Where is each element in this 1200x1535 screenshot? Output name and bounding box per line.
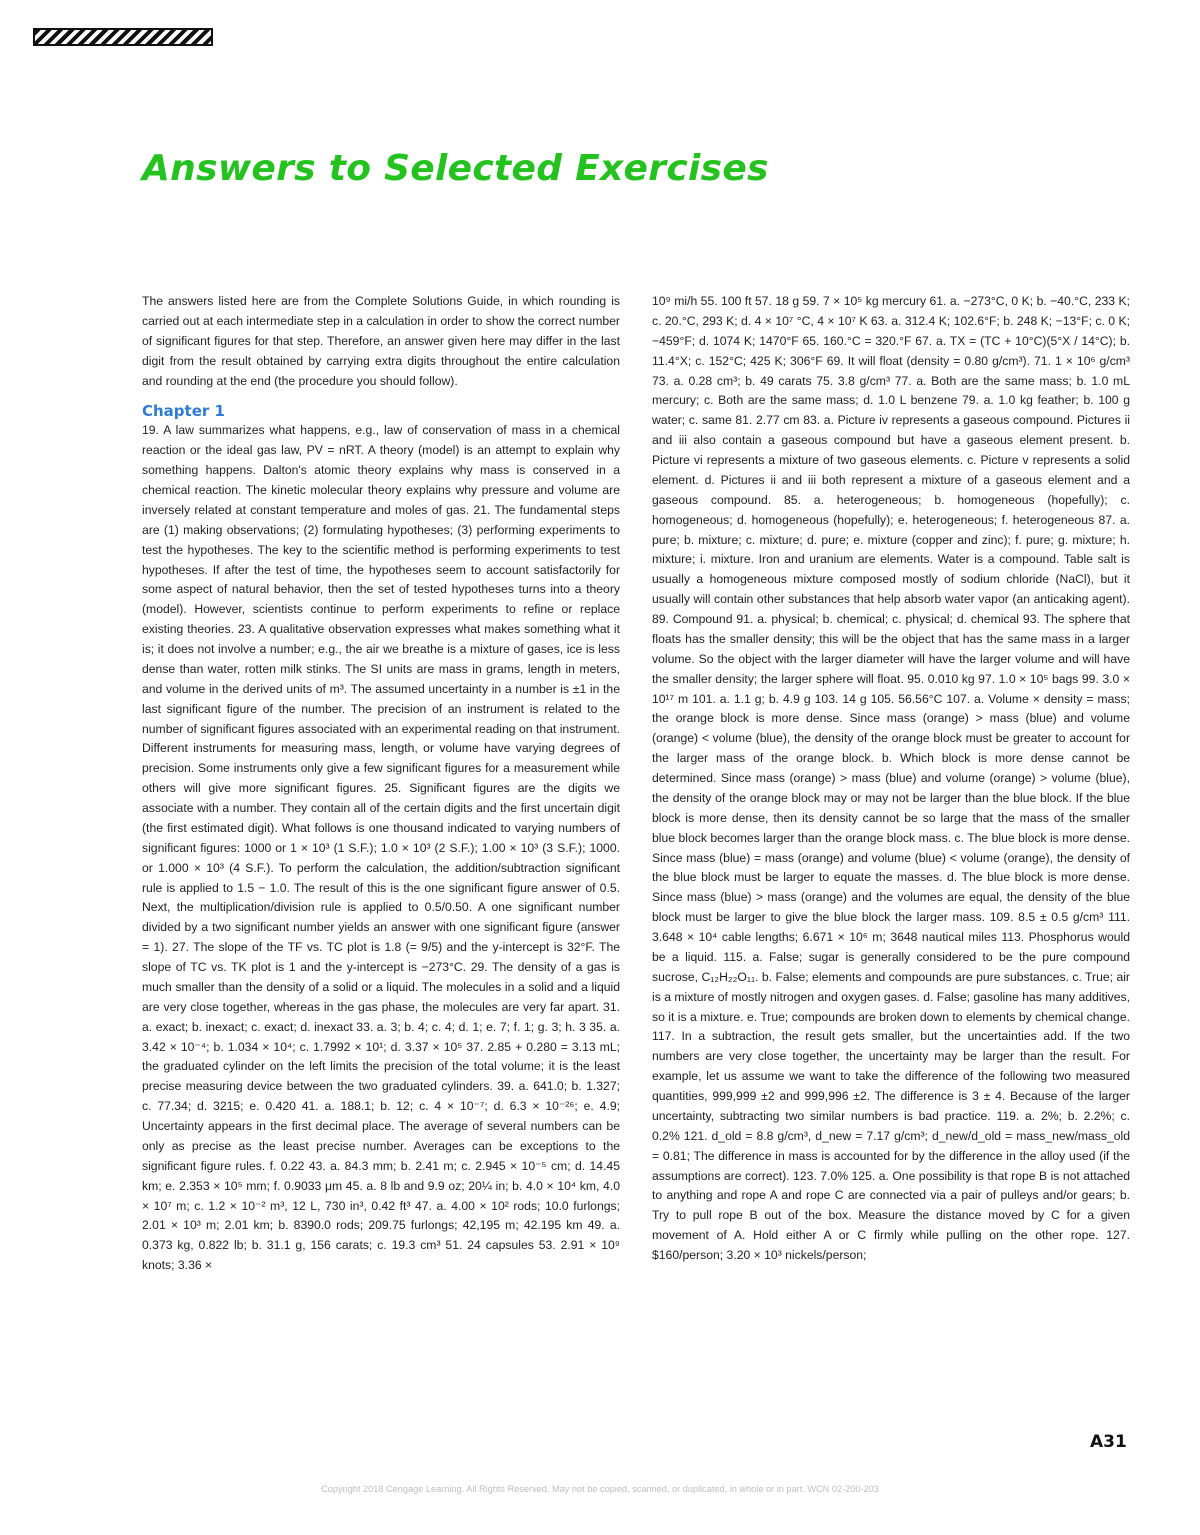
intro-paragraph: The answers listed here are from the Complete Solutions Guide, in which rounding is carried out at each intermediate step in a calculation in order to show the correct number of significant figures for that step. Therefore, an answer given here may differ in the last digit from the result obtained by carrying extra digits throughout the entire calculation and rounding at the end (the procedure you should follow). — [142, 294, 620, 388]
page-number: A31 — [1090, 1432, 1127, 1452]
page-title: Answers to Selected Exercises — [142, 148, 769, 189]
copyright-footer: Copyright 2018 Cengage Learning. All Rights Reserved. May not be copied, scanned, or duplicated, in whole or in part. WCN 02-200-203 — [321, 1484, 879, 1494]
left-column-answers: 19. A law summarizes what happens, e.g., law of conservation of mass in a chemical reaction or the ideal gas law, PV = nRT. A theory (model) is an attempt to explain why something happens. Dalton's atomic theory explains why mass is conserved in a chemical reaction. The kinetic molecular theory explains why pressure and volume are inversely related at constant temperature and moles of gas. 21. The fundamental steps are (1) making observations; (2) formulating hypotheses; (3) performing experiments to test the hypotheses. The key to the scientific method is performing experiments to test hypotheses. If after the test of time, the hypotheses seem to account satisfactorily for some aspect of natural behavior, then the set of tested hypotheses turns into a theory (model). However, scientists continue to perform experiments to refine or replace existing theories. 23. A qualitative observation expresses what makes something what it is; it does not involve a number; e.g., the air we breathe is a mixture of gases, ice is less dense than water, rotten milk stinks. The SI units are mass in grams, length in meters, and volume in the derived units of m³. The assumed uncertainty in a number is ±1 in the last significant figure of the number. The precision of an instrument is related to the number of significant figures associated with an experimental reading on that instrument. Different instruments for measuring mass, length, or volume have varying degrees of precision. Some instruments only give a few significant figures for a measurement while others will give more significant figures. 25. Significant figures are the digits we associate with a number. They contain all of the certain digits and the first uncertain digit (the first estimated digit). What follows is one thousand indicated to varying numbers of significant figures: 1000 or 1 × 10³ (1 S.F.); 1.0 × 10³ (2 S.F.); 1.00 × 10³ (3 S.F.); 1000. or 1.000 × 10³ (4 S.F.). To perform the calculation, the addition/subtraction significant rule is applied to 1.5 − 1.0. The result of this is the one significant figure answer of 0.5. Next, the multiplication/division rule is applied to 0.5/0.50. A one significant number divided by a two significant number yields an answer with one significant figure (answer = 1). 27. The slope of the TF vs. TC plot is 1.8 (= 9/5) and the y-intercept is 32°F. The slope of TC vs. TK plot is 1 and the y-intercept is −273°C. 29. The density of a gas is much smaller than the density of a solid or a liquid. The molecules in a solid and a liquid are very close together, whereas in the gas phase, the molecules are very far apart. 31. a. exact; b. inexact; c. exact; d. inexact 33. a. 3; b. 4; c. 4; d. 1; e. 7; f. 1; g. 3; h. 3 35. a. 3.42 × 10⁻⁴; b. 1.034 × 10⁴; c. 1.7992 × 10¹; d. 3.37 × 10⁵ 37. 2.85 + 0.280 = 3.13 mL; the graduated cylinder on the left limits the precision of the total volume; it is the least precise measuring device between the two graduated cylinders. 39. a. 641.0; b. 1.327; c. 77.34; d. 3215; e. 0.420 41. a. 188.1; b. 12; c. 4 × 10⁻⁷; d. 6.3 × 10⁻²⁶; e. 4.9; Uncertainty appears in the first decimal place. The average of several numbers can be only as precise as the least precise number. Averages can be exceptions to the significant figure rules. f. 0.22 43. a. 84.3 mm; b. 2.41 m; c. 2.945 × 10⁻⁵ cm; d. 14.45 km; e. 2.353 × 10⁵ mm; f. 0.9033 μm 45. a. 8 lb and 9.9 oz; 20¼ in; b. 4.0 × 10⁴ km, 4.0 × 10⁷ m; c. 1.2 × 10⁻² m³, 12 L, 730 in³, 0.42 ft³ 47. a. 4.00 × 10² rods; 10.0 furlongs; 2.01 × 10³ m; 2.01 km; b. 8390.0 rods; 209.75 furlongs; 42,195 m; 42.195 km 49. a. 0.373 kg, 0.822 lb; b. 31.1 g, 156 carats; c. 19.3 cm³ 51. 24 capsules 53. 2.91 × 10⁹ knots; 3.36 × — [142, 423, 620, 1273]
right-column-answers: 10⁹ mi/h 55. 100 ft 57. 18 g 59. 7 × 10⁵ kg mercury 61. a. −273°C, 0 K; b. −40.°C, 233 K; c. 20.°C, 293 K; d. 4 × 10⁷ °C, 4 × 10⁷ K 63. a. 312.4 K; 102.6°F; b. 248 K; −13°F; c. 0 K; −459°F; d. 1074 K; 1470°F 65. 160.°C = 320.°F 67. a. TX = (TC + 10°C)(5°X / 14°C); b. 11.4°X; c. 152°C; 425 K; 306°F 69. It will float (density = 0.80 g/cm³). 71. 1 × 10⁶ g/cm³ 73. a. 0.28 cm³; b. 49 carats 75. 3.8 g/cm³ 77. a. Both are the same mass; b. 1.0 mL mercury; c. Both are the same mass; d. 1.0 L benzene 79. a. 1.0 kg feather; b. 100 g water; c. same 81. 2.77 cm 83. a. Picture iv represents a gaseous compound. Pictures ii and iii also contain a gaseous compound but have a gaseous element present. b. Picture vi represents a mixture of two gaseous elements. c. Picture v represents a solid element. d. Pictures ii and iii both represent a mixture of a gaseous element and a gaseous compound. 85. a. heterogeneous; b. homogeneous (hopefully); c. homogeneous; d. homogeneous (hopefully); e. heterogeneous; f. heterogeneous 87. a. pure; b. mixture; c. mixture; d. pure; e. mixture (copper and zinc); f. pure; g. mixture; h. mixture; i. mixture. Iron and uranium are elements. Water is a compound. Table salt is usually a homogeneous mixture composed mostly of sodium chloride (NaCl), but it usually will contain other substances that help absorb water vapor (an anticaking agent). 89. Compound 91. a. physical; b. chemical; c. physical; d. chemical 93. The sphere that floats has the smaller density; this will be the object that has the same mass in a larger volume. So the object with the larger diameter will have the larger volume and will have the smaller density; the larger sphere will float. 95. 0.010 kg 97. 1.0 × 10⁵ bags 99. 3.0 × 10¹⁷ m 101. a. 1.1 g; b. 4.9 g 103. 14 g 105. 56.56°C 107. a. Volume × density = mass; the orange block is more dense. Since mass (orange) > mass (blue) and volume (orange) < volume (blue), the density of the orange block must be greater to account for the larger mass of the orange block. b. Which block is more dense cannot be determined. Since mass (orange) > mass (blue) and volume (orange) > volume (blue), the density of the orange block may or may not be larger than the blue block. If the blue block is more dense, then its density cannot be so large that the mass of the smaller blue block becomes larger than the orange block mass. c. The blue block is more dense. Since mass (blue) = mass (orange) and volume (blue) < volume (orange), the density of the blue block must be larger to equate the masses. d. The blue block is more dense. Since mass (blue) > mass (orange) and the volumes are equal, the density of the blue block must be larger to give the blue block the larger mass. 109. 8.5 ± 0.5 g/cm³ 111. 3.648 × 10⁴ cable lengths; 6.671 × 10⁶ m; 3648 nautical miles 113. Phosphorus would be a liquid. 115. a. False; sugar is generally considered to be the pure compound sucrose, C₁₂H₂₂O₁₁. b. False; elements and compounds are pure substances. c. True; air is a mixture of mostly nitrogen and oxygen gases. d. False; gasoline has many additives, so it is a mixture. e. True; compounds are broken down to elements by chemical change. 117. In a subtraction, the result gets smaller, but the uncertainties add. If the two numbers are very close together, the uncertainty may be larger than the result. For example, let us assume we want to take the difference of the following two measured quantities, 999,999 ±2 and 999,996 ±2. The difference is 3 ± 4. Because of the larger uncertainty, subtracting two similar numbers is bad practice. 119. a. 2%; b. 2.2%; c. 0.2% 121. d_old = 8.8 g/cm³, d_new = 7.17 g/cm³; d_new/d_old = mass_new/mass_old = 0.81; The difference in mass is accounted for by the difference in the alloy used (if the assumptions are correct). 123. 7.0% 125. a. One possibility is that rope B is not attached to anything and rope A and rope C are connected via a pair of pulleys and/or gears; b. Try to pull rope B out of the box. Measure the distance moved by C for a given movement of A. Hold either A or C firmly while pulling on the other rope. 127. $160/person; 3.20 × 10³ nickels/person; — [652, 294, 1130, 1262]
right-column — [652, 292, 1130, 1266]
header-pattern-band — [33, 28, 213, 46]
chapter-heading: Chapter 1 — [142, 402, 225, 421]
left-column — [142, 292, 620, 1276]
